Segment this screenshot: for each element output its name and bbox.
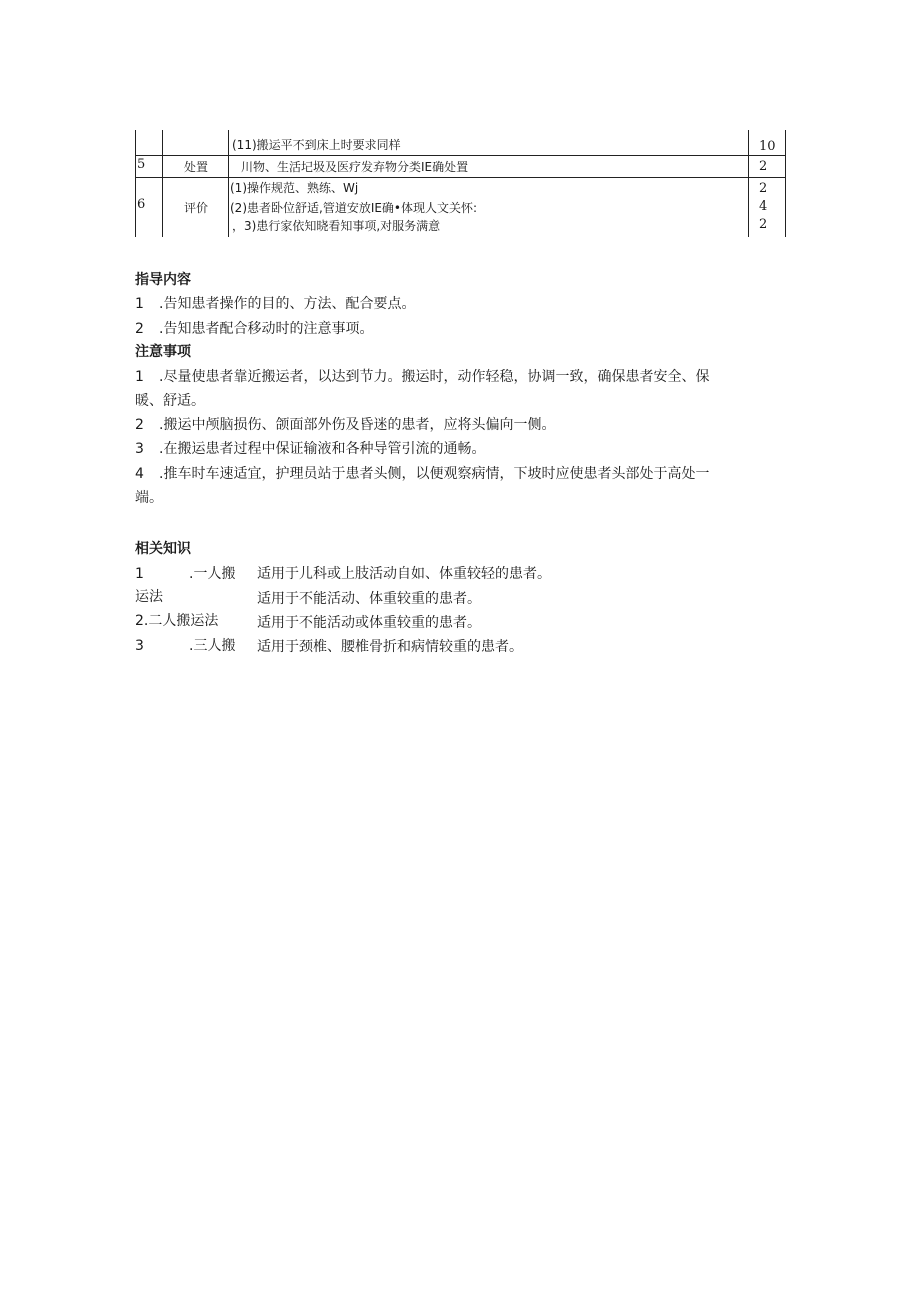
knowledge-item-text: 适用于不能活动、体重较重的患者。 <box>257 591 481 607</box>
table-cell-content: (1)操作规范、熟练、Wj <box>230 181 359 195</box>
knowledge-item-label: 运法 <box>135 589 163 605</box>
table-row-divider <box>135 177 786 178</box>
knowledge-item-text: 适用于不能活动或体重较重的患者。 <box>257 615 481 631</box>
table-row-divider <box>135 155 786 156</box>
list-text: .搬运中颅脑损伤、颌面部外伤及昏迷的患者，应将头偏向一侧。 <box>159 417 556 433</box>
guidance-item <box>135 293 415 315</box>
table-divider-content <box>748 130 749 237</box>
list-number: 2 <box>135 321 144 337</box>
precaution-item <box>135 463 709 485</box>
list-text: .尽量使患者靠近搬运者，以达到节力。搬运时，动作轻稳，协调一致，确保患者安全、保 <box>159 369 710 385</box>
knowledge-item-label: .三人搬 <box>189 638 236 654</box>
table-divider-no <box>162 130 163 237</box>
table-cell-score: 4 <box>759 199 768 214</box>
table-cell-content: (11)搬运平不到床上时要求同样 <box>232 138 401 152</box>
table-cell-content: (2)患者卧位舒适,管道安放IE确•体现人文关怀: <box>230 201 478 215</box>
knowledge-item-label: .一人搬 <box>189 566 236 582</box>
table-cell-item: 评价 <box>184 201 209 215</box>
knowledge-item-text: 适用于儿科或上肢活动自如、体重较轻的患者。 <box>257 566 551 582</box>
precautions-heading: 注意事项 <box>135 344 191 360</box>
precaution-item <box>135 414 555 436</box>
table-cell-no: 6 <box>137 197 146 212</box>
table-cell-item: 处置 <box>184 160 209 174</box>
knowledge-item-text: 适用于颈椎、腰椎骨折和病情较重的患者。 <box>257 639 523 655</box>
list-number: 3 <box>135 441 144 457</box>
knowledge-heading: 相关知识 <box>135 541 191 557</box>
table-cell-no: 5 <box>137 157 146 172</box>
list-number: 4 <box>135 466 144 482</box>
list-number: 2 <box>135 417 144 433</box>
precaution-item-continuation: 端。 <box>135 490 163 506</box>
knowledge-item-number: 1 <box>135 566 144 582</box>
table-cell-score: 2 <box>759 181 768 196</box>
table-cell-score: 2 <box>759 217 768 232</box>
list-text: .告知患者配合移动时的注意事项。 <box>159 321 374 337</box>
precaution-item-continuation: 暖、舒适。 <box>135 393 205 409</box>
list-number: 1 <box>135 369 144 385</box>
precaution-item <box>135 438 485 460</box>
table-divider-item <box>228 130 229 237</box>
knowledge-item-label: 2.二人搬运法 <box>135 613 219 629</box>
table-cell-score: 2 <box>759 159 768 174</box>
list-text: .告知患者操作的目的、方法、配合要点。 <box>159 296 416 312</box>
table-cell-score: 10 <box>759 139 776 154</box>
guidance-item <box>135 318 373 340</box>
guidance-heading: 指导内容 <box>135 272 191 288</box>
precaution-item <box>135 366 709 388</box>
table-cell-content: 川物、生活圮圾及医疗发弃物分类IE确处置 <box>241 160 469 174</box>
score-table <box>135 130 786 237</box>
list-number: 1 <box>135 296 144 312</box>
table-border-right <box>785 130 786 237</box>
table-border-left <box>135 130 136 237</box>
table-cell-content: ，3)患行家依知晓看知事项,对服务满意 <box>232 219 441 233</box>
list-text: .在搬运患者过程中保证输液和各种导管引流的通畅。 <box>159 441 486 457</box>
knowledge-item-number: 3 <box>135 638 144 654</box>
list-text: .推车时车速适宜，护理员站于患者头侧，以便观察病情，下坡时应使患者头部处于高处一 <box>159 466 710 482</box>
